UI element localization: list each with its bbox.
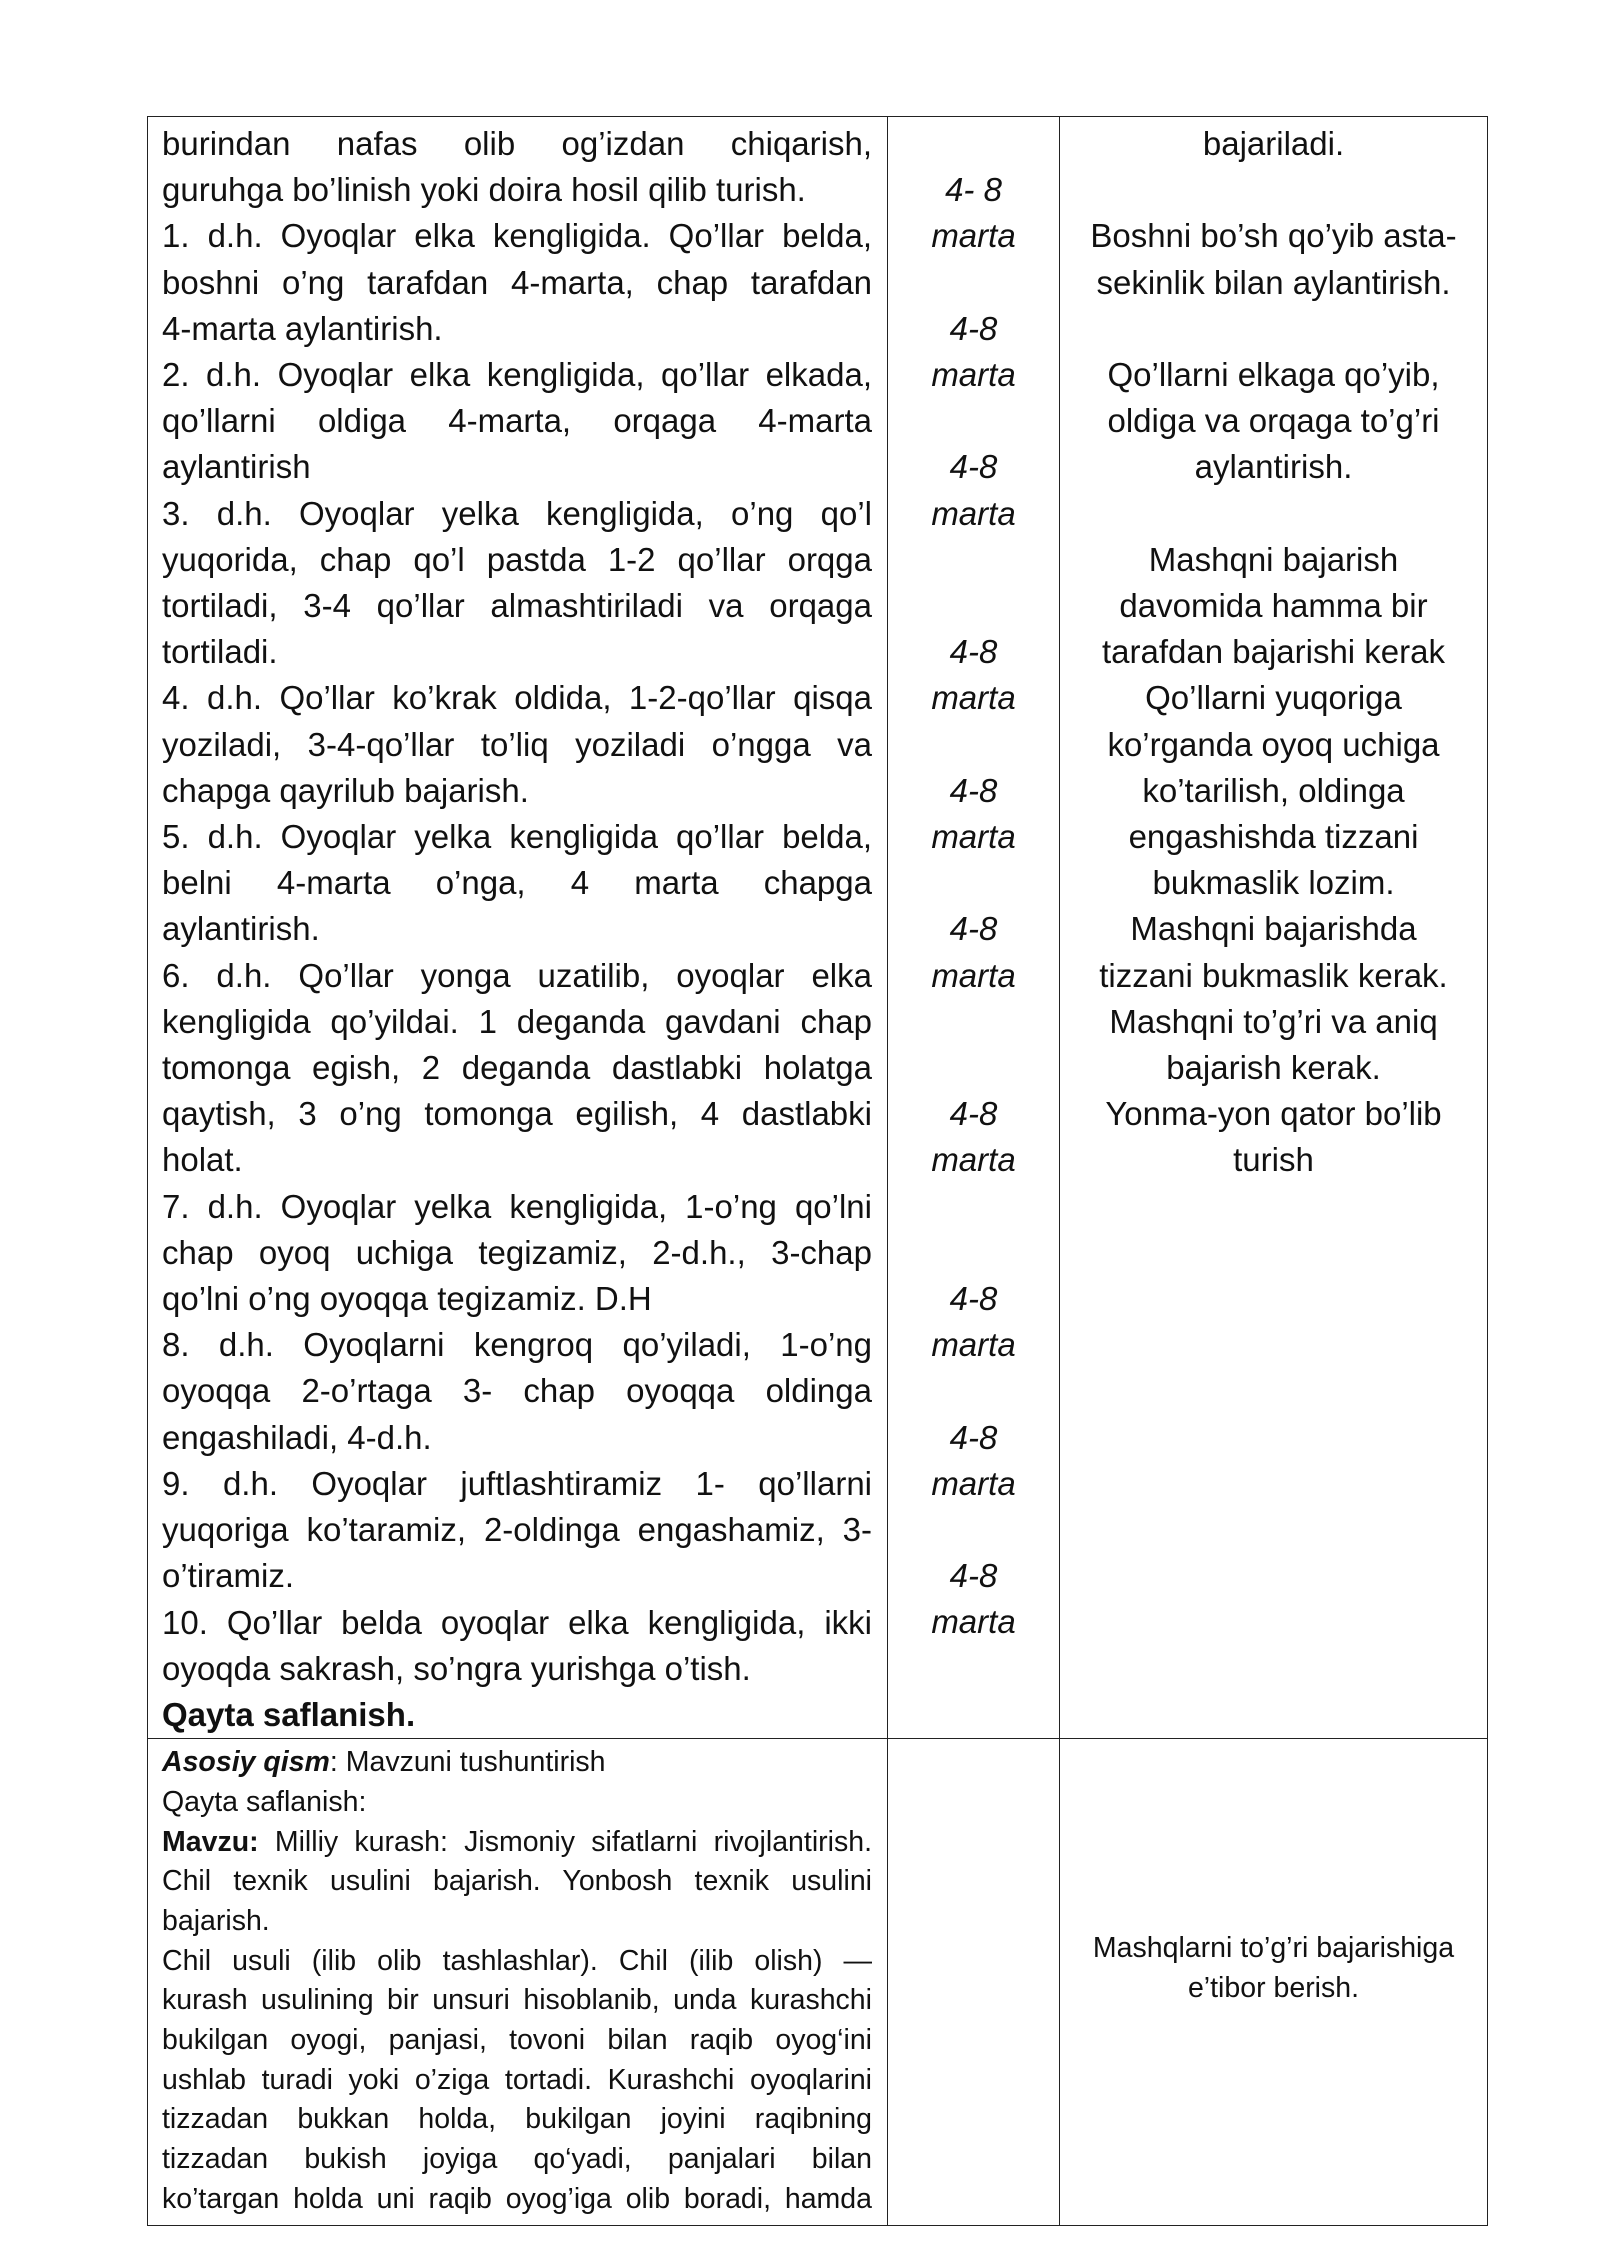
dosage-value: marta [931,1141,1016,1179]
instruction-line: bajariladi. [1202,125,1345,162]
instruction-line: tarafdan bajarishi kerak [1101,633,1446,671]
instruction-line: sekinlik bilan aylantirish. [1096,263,1451,301]
dosage-value: marta [931,818,1016,855]
note-line: Mashqlarni to’g’ri bajarishiga [1092,1932,1455,1965]
dosage-value: marta [931,956,1016,994]
exercise-line: 3. d.h. Oyoqlar yelka kengligida, o’ng qo’l [162,494,872,532]
exercise-line: o’tiramiz. [162,1557,295,1595]
exercise-line: 6. d.h. Qo’llar yonga uzatilib, oyoqlar elka [162,956,872,994]
main-part-text: : Mavzuni tushuntirish [329,1746,606,1779]
dosage-value: 4-8 [949,1418,998,1456]
exercise-cell [148,117,888,1739]
description-line: kurash usulining bir unsuri hisoblanib, unda kurashchi [162,1984,872,2017]
instruction-line: oldiga va orqaga to’g’ri [1107,402,1440,440]
description-line: Chil texnik usulini bajarish. Yonbosh texnik usulini [162,1865,872,1898]
instruction-line: tizzani bukmaslik kerak. [1099,956,1448,994]
exercise-line: guruhga bo’linish yoki doira hosil qilib turish. [162,171,806,209]
instruction-line: engashishda tizzani [1128,818,1419,855]
exercise-line: 5. d.h. Oyoqlar yelka kengligida qo’llar belda, [162,818,872,856]
dosage-value: marta [931,1464,1016,1502]
dosage-value: marta [931,1603,1016,1641]
instruction-line: aylantirish. [1194,448,1353,486]
dosage-value: 4- 8 [945,171,1002,209]
instruction-line: Mashqni bajarishda [1130,910,1417,948]
exercise-line: aylantirish [162,448,311,486]
description-line: bukilgan oyogi, panjasi, tovoni bilan raqib oyog‘ini [162,2024,872,2057]
dosage-value: 4-8 [949,1557,998,1595]
dosage-value: 4-8 [949,1095,998,1133]
exercise-line: chap oyoq uchiga tegizamiz, 2-d.h., 3-chap [162,1233,872,1271]
description-line: tizzadan bukkan holda, bukilgan joyini raqibning [162,2103,872,2136]
exercise-line: yuqorida, chap qo’l pastda 1-2 qo’llar orqga [162,540,872,578]
instruction-line: Qo’llarni yuqoriga [1145,679,1402,717]
exercise-line: aylantirish. [162,910,320,948]
exercise-list [162,121,872,1692]
description-line: bajarish. [162,1904,270,1937]
topic-text-start: Milliy kurash: Jismoniy sifatlarni rivojlantirish. [258,1825,872,1858]
instruction-line: davomida hamma bir [1119,587,1428,624]
dosage-cell [888,117,1060,1739]
main-part-heading [162,1743,872,1783]
dosage-cell-empty [888,1739,1060,2226]
lesson-table [147,116,1488,2226]
document-page [147,116,1487,2226]
instructions-cell [1060,1739,1488,2226]
exercise-line: yuqoriga ko’taramiz, 2-oldinga engashamiz, 3- [162,1511,872,1549]
topic-label: Mavzu: [162,1825,259,1858]
instruction-line: ko’rganda oyoq uchiga [1107,725,1440,763]
instruction-line: turish [1233,1141,1314,1179]
description-line: Chil usuli (ilib olib tashlashlar). Chil (ilib olish) — [162,1944,872,1977]
exercise-line: boshni o’ng tarafdan 4-marta, chap tarafdan [162,263,872,301]
table-row [148,117,1488,1739]
exercise-line: 1. d.h. Oyoqlar elka kengligida. Qo’llar belda, [162,217,872,255]
exercise-line: 4-marta aylantirish. [162,309,443,347]
main-part-label: Asosiy qism [162,1746,330,1779]
dosage-value: 4-8 [949,633,998,671]
table-row [148,1739,1488,2226]
topic-text [162,1823,872,2220]
exercise-line: qo’llarni oldiga 4-marta, orqaga 4-marta [162,402,872,440]
exercise-line: chapga qayrilub bajarish. [162,771,529,809]
instruction-line: ko’tarilish, oldinga [1142,771,1405,809]
dosage-value: marta [931,217,1016,255]
closing-heading: Qayta saflanish. [162,1695,416,1733]
exercise-line: burindan nafas olib og’izdan chiqarish, [162,125,872,162]
dosage-value: 4-8 [949,910,998,948]
exercise-line: qo’lni o’ng oyoqqa tegizamiz. D.H [162,1280,652,1318]
main-part-cell [148,1739,888,2226]
description-line: ushlab turadi yoki o’ziga tortadi. Kurashchi oyoqlarini [162,2063,872,2096]
exercise-line: 8. d.h. Oyoqlarni kengroq qo’yiladi, 1-o’ng [162,1326,872,1364]
exercise-line: 9. d.h. Oyoqlar juftlashtiramiz 1- qo’llarni [162,1464,872,1502]
dosage-value: 4-8 [949,448,998,486]
dosage-value: 4-8 [949,1280,998,1317]
instruction-line: Qo’llarni elkaga qo’yib, [1107,356,1440,393]
exercise-line: tortiladi, 3-4 qo’llar almashtiriladi va orqaga [162,587,872,625]
dosage-value: marta [931,679,1016,717]
exercise-line: holat. [162,1141,243,1179]
exercise-line: 2. d.h. Oyoqlar elka kengligida, qo’llar elkada, [162,356,872,394]
dosage-value: marta [931,494,1016,532]
exercise-line: tomonga egish, 2 deganda dastlabki holatga [162,1049,872,1087]
topic-line [162,1823,872,1863]
exercise-line: qaytish, 3 o’ng tomonga egilish, 4 dastlabki [162,1095,872,1133]
instructions-cell [1060,117,1488,1739]
dosage-value: marta [931,356,1016,393]
exercise-line: 4. d.h. Qo’llar ko’krak oldida, 1-2-qo’llar qisqa [162,679,872,717]
instruction-line: bajarish kerak. [1166,1049,1381,1086]
instruction-line: bukmaslik lozim. [1152,864,1395,902]
instruction-line: Yonma-yon qator bo’lib [1105,1095,1442,1133]
exercise-line: tortiladi. [162,633,278,671]
instruction-line: Mashqni bajarish [1148,540,1399,578]
exercise-line: engashiladi, 4-d.h. [162,1418,432,1456]
regroup-text: Qayta saflanish: [162,1785,367,1818]
instruction-line: Boshni bo’sh qo’yib asta- [1090,217,1457,255]
exercise-line: oyoqqa 2-o’rtaga 3- chap oyoqqa oldinga [162,1372,872,1410]
description-line: tizzadan bukish joyiga qo‘yadi, panjalari bilan [162,2143,872,2176]
exercise-line: kengligida qo’yildai. 1 deganda gavdani chap [162,1002,872,1040]
note-line: e’tibor berish. [1187,1971,1360,2004]
dosage-value: 4-8 [949,771,998,809]
dosage-value: marta [931,1326,1016,1364]
exercise-line: 10. Qo’llar belda oyoqlar elka kengligida, ikki [162,1603,872,1641]
exercise-line: oyoqda sakrash, so’ngra yurishga o’tish. [162,1649,751,1687]
exercise-line: 7. d.h. Oyoqlar yelka kengligida, 1-o’ng qo’lni [162,1187,872,1225]
exercise-line: yoziladi, 3-4-qo’llar to’liq yoziladi o’ngga va [162,725,872,763]
dosage-value: 4-8 [949,309,998,347]
exercise-line: belni 4-marta o’nga, 4 marta chapga [162,864,872,902]
description-line: ko’targan holda uni raqib oyog’iga olib boradi, hamda [162,2182,872,2215]
instruction-line: Mashqni to’g’ri va aniq [1109,1002,1438,1040]
